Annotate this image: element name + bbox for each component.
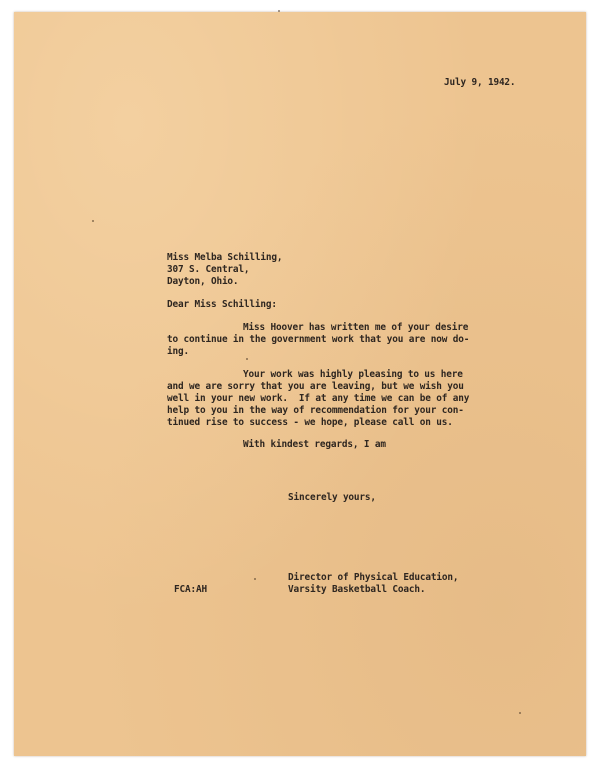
salutation: Dear Miss Schilling:	[167, 299, 277, 310]
paper-speck	[92, 220, 94, 222]
paragraph-2-line-1: Your work was highly pleasing to us here	[243, 369, 463, 380]
paper-speck	[519, 712, 521, 714]
recipient-name: Miss Melba Schilling,	[167, 252, 283, 263]
paper-speck	[254, 578, 256, 580]
paper-speck	[246, 358, 248, 360]
paragraph-2-line-4: help to you in the way of recommendation for your con-	[167, 405, 464, 416]
closing: Sincerely yours,	[288, 492, 376, 503]
recipient-city: Dayton, Ohio.	[167, 276, 239, 287]
reference-initials: FCA:AH	[174, 584, 207, 595]
paragraph-2-line-3: well in your new work. If at any time we can be of any	[167, 393, 470, 404]
letter-date: July 9, 1942.	[444, 77, 516, 88]
signature-title-line-2: Varsity Basketball Coach.	[288, 584, 426, 595]
signature-title-line-1: Director of Physical Education,	[288, 572, 459, 583]
paragraph-1-line-3: ing.	[167, 346, 189, 357]
paper-speck	[278, 10, 280, 12]
paragraph-2-line-5: tinued rise to success - we hope, please call on us.	[167, 417, 453, 428]
regards-line: With kindest regards, I am	[243, 439, 386, 450]
paragraph-1-line-2: to continue in the government work that you are now do-	[167, 334, 470, 345]
letter-page	[14, 12, 586, 756]
paragraph-1-line-1: Miss Hoover has written me of your desire	[243, 322, 469, 333]
paragraph-2-line-2: and we are sorry that you are leaving, but we wish you	[167, 381, 464, 392]
recipient-street: 307 S. Central,	[167, 264, 250, 275]
